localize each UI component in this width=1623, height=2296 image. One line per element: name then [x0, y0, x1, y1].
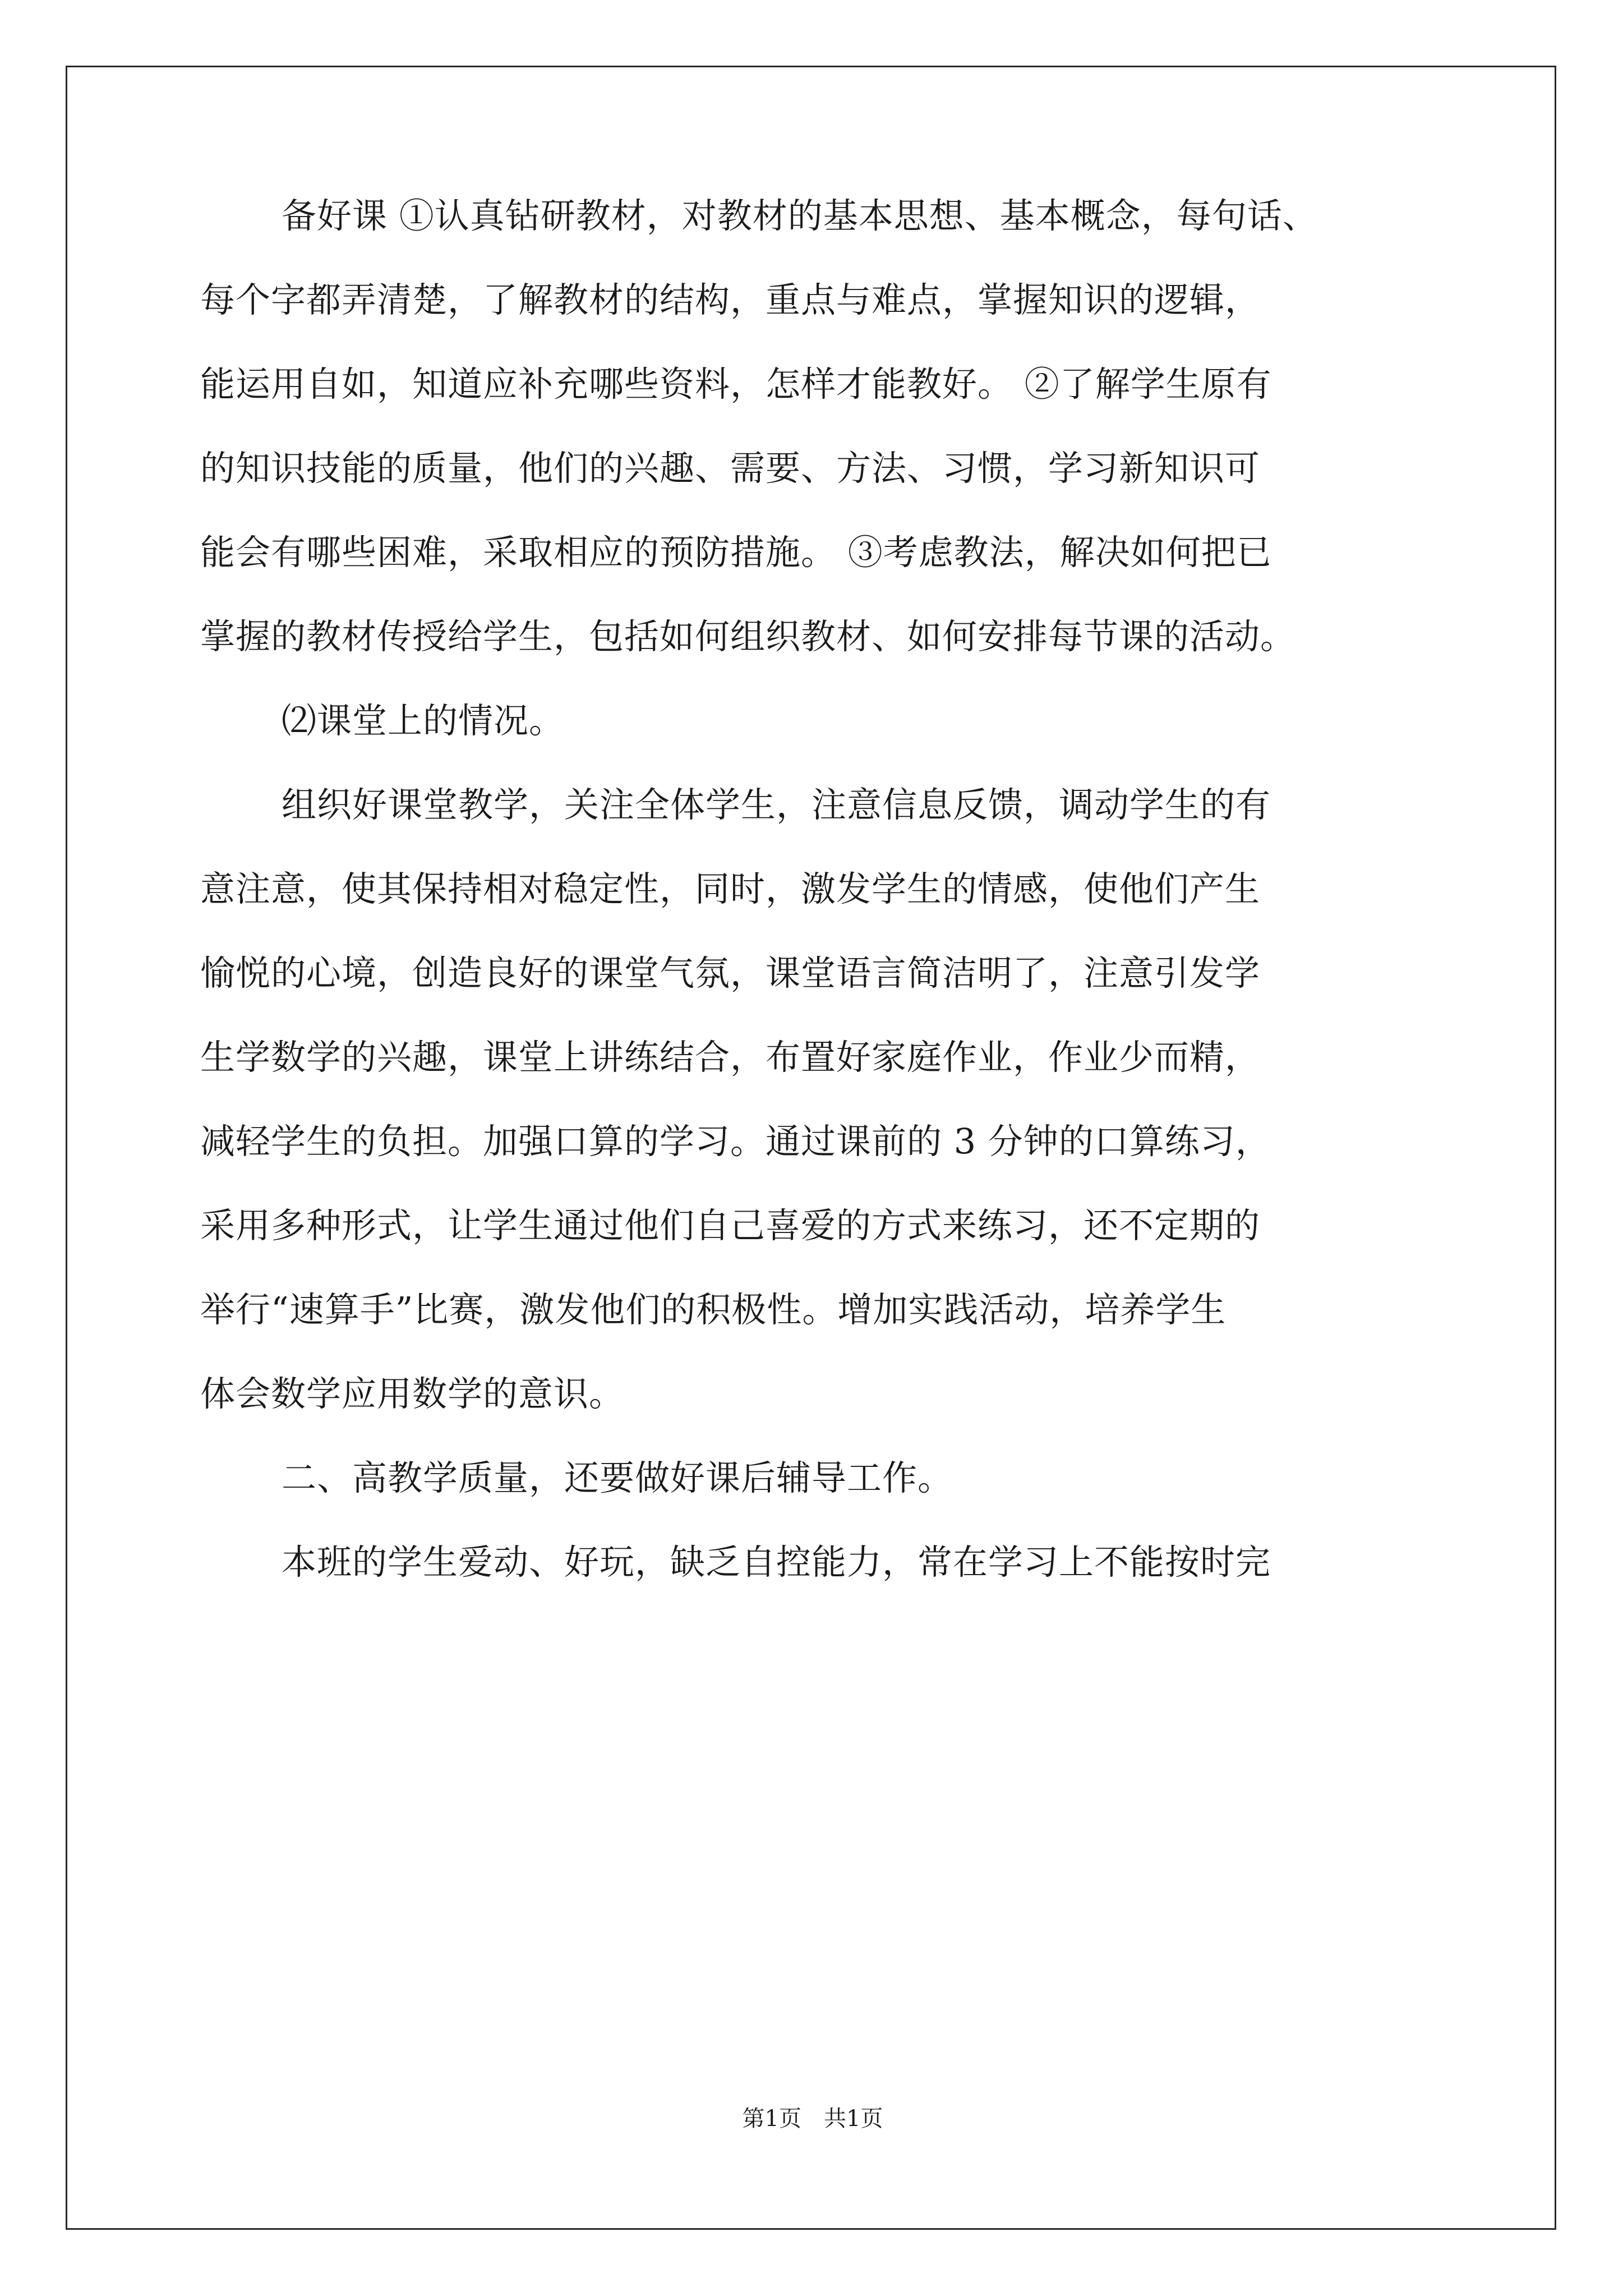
text-line: 掌握的教材传授给学生，包括如何组织教材、如何安排每节课的活动。 [200, 616, 1296, 657]
text-line: 本班的学生爱动、好玩，缺乏自控能力，常在学习上不能按时完 [282, 1542, 1271, 1582]
text-line: 意注意，使其保持相对稳定性，同时，激发学生的情感，使他们产生 [200, 868, 1261, 909]
text-line: 备好课 ①认真钻研教材，对教材的基本思想、基本概念，每句话、 [282, 195, 1318, 236]
text-line: 的知识技能的质量，他们的兴趣、需要、方法、习惯，学习新知识可 [200, 448, 1261, 489]
text-line: 能会有哪些困难，采取相应的预防措施。 ③考虑教法，解决如何把已 [200, 532, 1272, 573]
text-line: 体会数学应用数学的意识。 [200, 1373, 625, 1414]
text-line: 采用多种形式，让学生通过他们自己喜爱的方式来练习，还不定期的 [200, 1205, 1261, 1246]
page-footer: 第1页 共1页 [742, 2106, 883, 2132]
text-line: 愉悦的心境，创造良好的课堂气氛，课堂语言简洁明了，注意引发学 [200, 953, 1261, 993]
text-line: 减轻学生的负担。加强口算的学习。通过课前的 3 分钟的口算练习， [200, 1121, 1271, 1162]
text-line: 生学数学的兴趣，课堂上讲练结合，布置好家庭作业，作业少而精， [200, 1037, 1261, 1078]
page-frame [66, 66, 1556, 2230]
text-line: 二、高教学质量，还要做好课后辅导工作。 [282, 1457, 953, 1498]
text-line: ⑵课堂上的情况。 [282, 700, 565, 741]
text-line: 举行“速算手”比赛，激发他们的积极性。增加实践活动，培养学生 [200, 1289, 1227, 1330]
text-line: 每个字都弄清楚，了解教材的结构，重点与难点，掌握知识的逻辑， [200, 279, 1261, 320]
text-line: 能运用自如，知道应补充哪些资料，怎样才能教好。 ②了解学生原有 [200, 364, 1272, 404]
text-line: 组织好课堂教学，关注全体学生，注意信息反馈，调动学生的有 [282, 784, 1271, 825]
